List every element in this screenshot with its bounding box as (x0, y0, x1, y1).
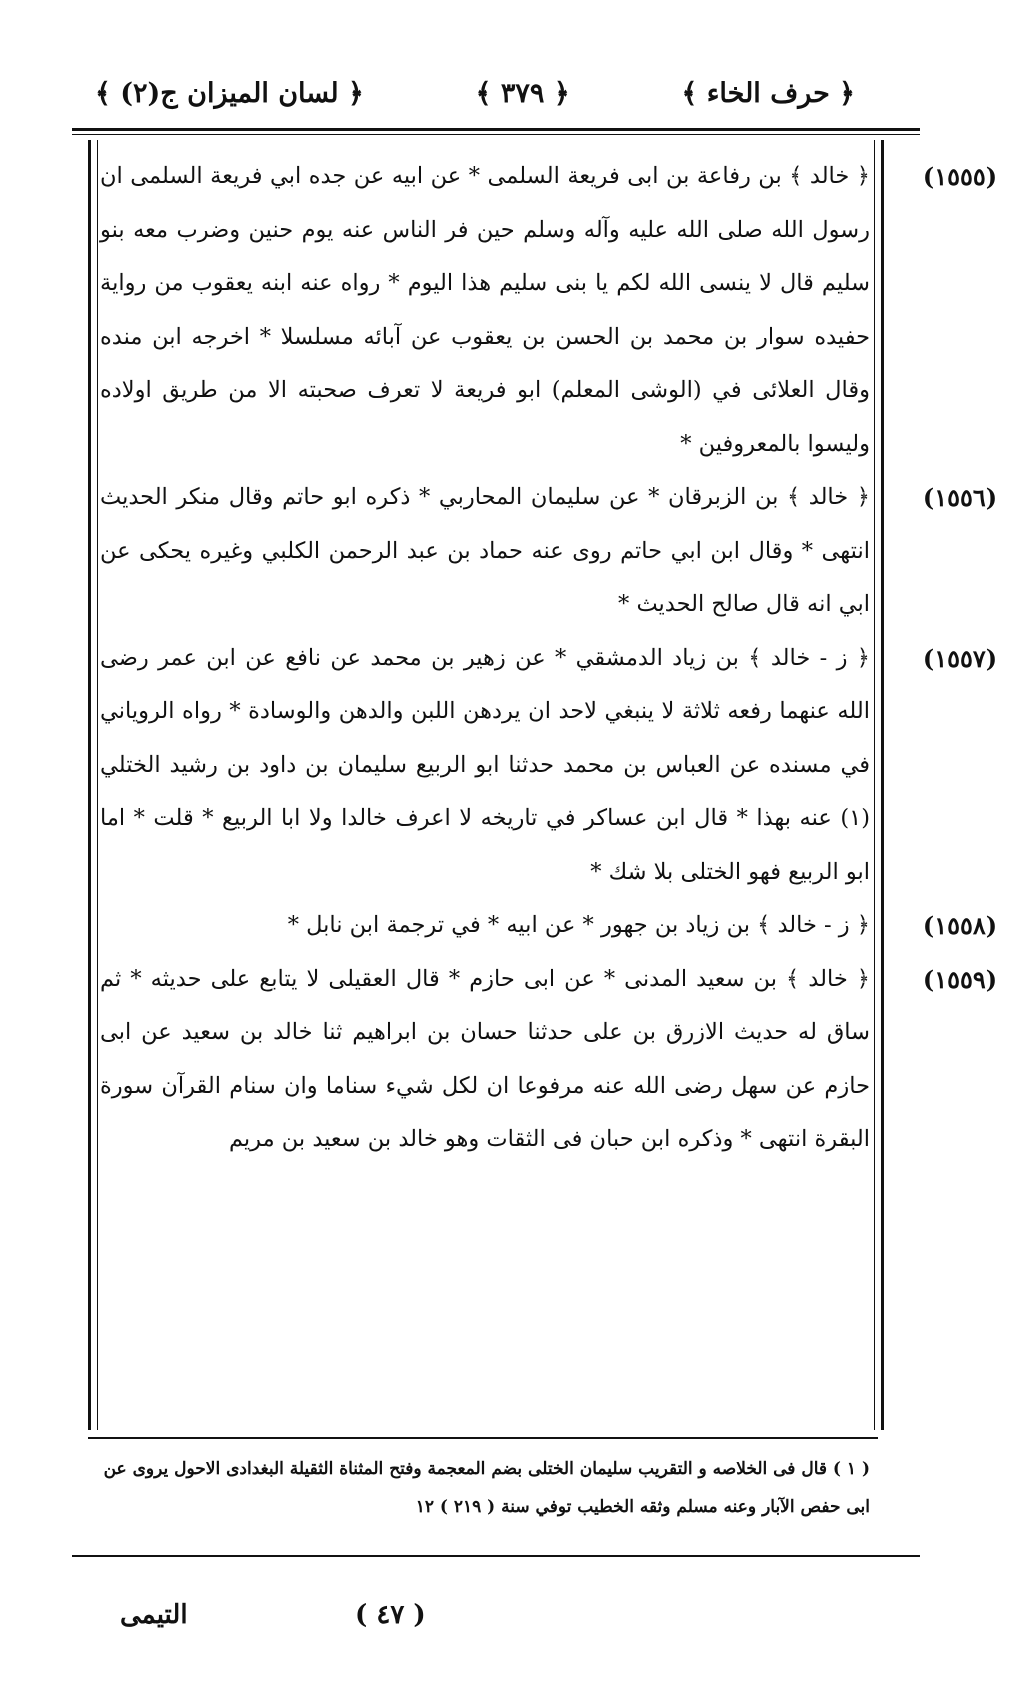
entry-text: ﴿ خالد ﴾ بن سعيد المدنى * عن ابى حازم * قال العقيلى لا يتابع على حديثه * ثم ساق له حديث الازرق بن على حدثنا حسان بن ابراهيم ثنا خالد بن سعيد عن ابى حازم عن سهل رضى الله عنه مرفوعا ان لكل شيء سناما وان سنام القرآن سورة البقرة انتهى * وذكره ابن حبان فى الثقات وهو خالد بن سعيد بن مريم (100, 965, 870, 1152)
entry-text: ﴿ ز - خالد ﴾ بن زياد بن جهور * عن ابيه * في ترجمة ابن نابل * (287, 912, 870, 938)
entry (100, 953, 998, 1167)
entry-text: ﴿ خالد ﴾ بن الزبرقان * عن سليمان المحاربي * ذكره ابو حاتم وقال منكر الحديث انتهى * وقال ابن ابي حاتم روى عنه حماد بن عبد الرحمن الكلبي وغيره يحكى عن ابي انه قال صالح الحديث * (100, 484, 870, 617)
entry-number: (١٥٥٩) (922, 964, 998, 994)
page-number: ﴿ ٣٧٩ ﴾ (475, 77, 570, 109)
entry-text: ﴿ ز - خالد ﴾ بن زياد الدمشقي * عن زهير بن محمد عن نافع عن ابن عمر رضى الله عنهما رفعه ثلاثة لا ينبغي لاحد ان يردهن اللبن والدهن والوسادة * رواه الروياني في مسنده عن العباس بن محمد حدثنا ابو الربيع سليمان بن داود بن رشيد الختلي (١) عنه بهذا * قال ابن عساكر في تاريخه لا اعرف خالدا ولا ابا الربيع * قلت * اما ابو الربيع فهو الختلى بلا شك * (100, 644, 870, 885)
frame-bottom-rule (72, 1555, 920, 1557)
entry-number: (١٥٥٥) (922, 162, 998, 191)
entry-number: (١٥٥٧) (922, 643, 998, 673)
catchword: التيمى (120, 1600, 188, 1630)
header-rule (72, 128, 920, 131)
entry (100, 632, 998, 900)
entry (100, 471, 998, 632)
header-rule-thin (72, 134, 920, 135)
entry (100, 150, 998, 471)
entry-text: ﴿ خالد ﴾ بن رفاعة بن ابى فريعة السلمى * عن ابيه عن جده ابي فريعة السلمى ان رسول الله صلى الله عليه وآله وسلم حين فر الناس عنه يوم حنين وضرب معه بنو سليم قال لا ينسى الله لكم يا بنى سليم هذا اليوم * رواه عنه ابنه يعقوب من رواية حفيده سوار بن محمد بن الحسن بن يعقوب عن آبائه مسلسلا * اخرجه ابن منده وقال العلائى في (الوشى المعلم) ابو فريعة لا تعرف صحبته الا من طريق اولاده وليسوا بالمعروفين * (100, 163, 870, 457)
entry (100, 899, 998, 953)
section-title: ﴿ حرف الخاء ﴾ (681, 77, 855, 109)
signature-mark: ( ٤٧ ) (355, 1600, 426, 1630)
entry-number: (١٥٥٦) (922, 483, 998, 512)
footnote: ( ١ ) قال فى الخلاصه و التقريب سليمان الختلى بضم المعجمة وفتح المثناة الثقيلة البغدادى الاحول يروى عن ابى حفص الآبار وعنه مسلم وثقه الخطيب توفي سنة ( ٢١٩ ) ١٢ (103, 1459, 870, 1517)
main-text (100, 150, 998, 1410)
running-header (95, 68, 855, 118)
entry-number: (١٥٥٨) (922, 911, 998, 940)
footnote-rule (88, 1437, 878, 1439)
book-title: ﴿ لسان الميزان ج(٢) ﴾ (95, 77, 364, 109)
